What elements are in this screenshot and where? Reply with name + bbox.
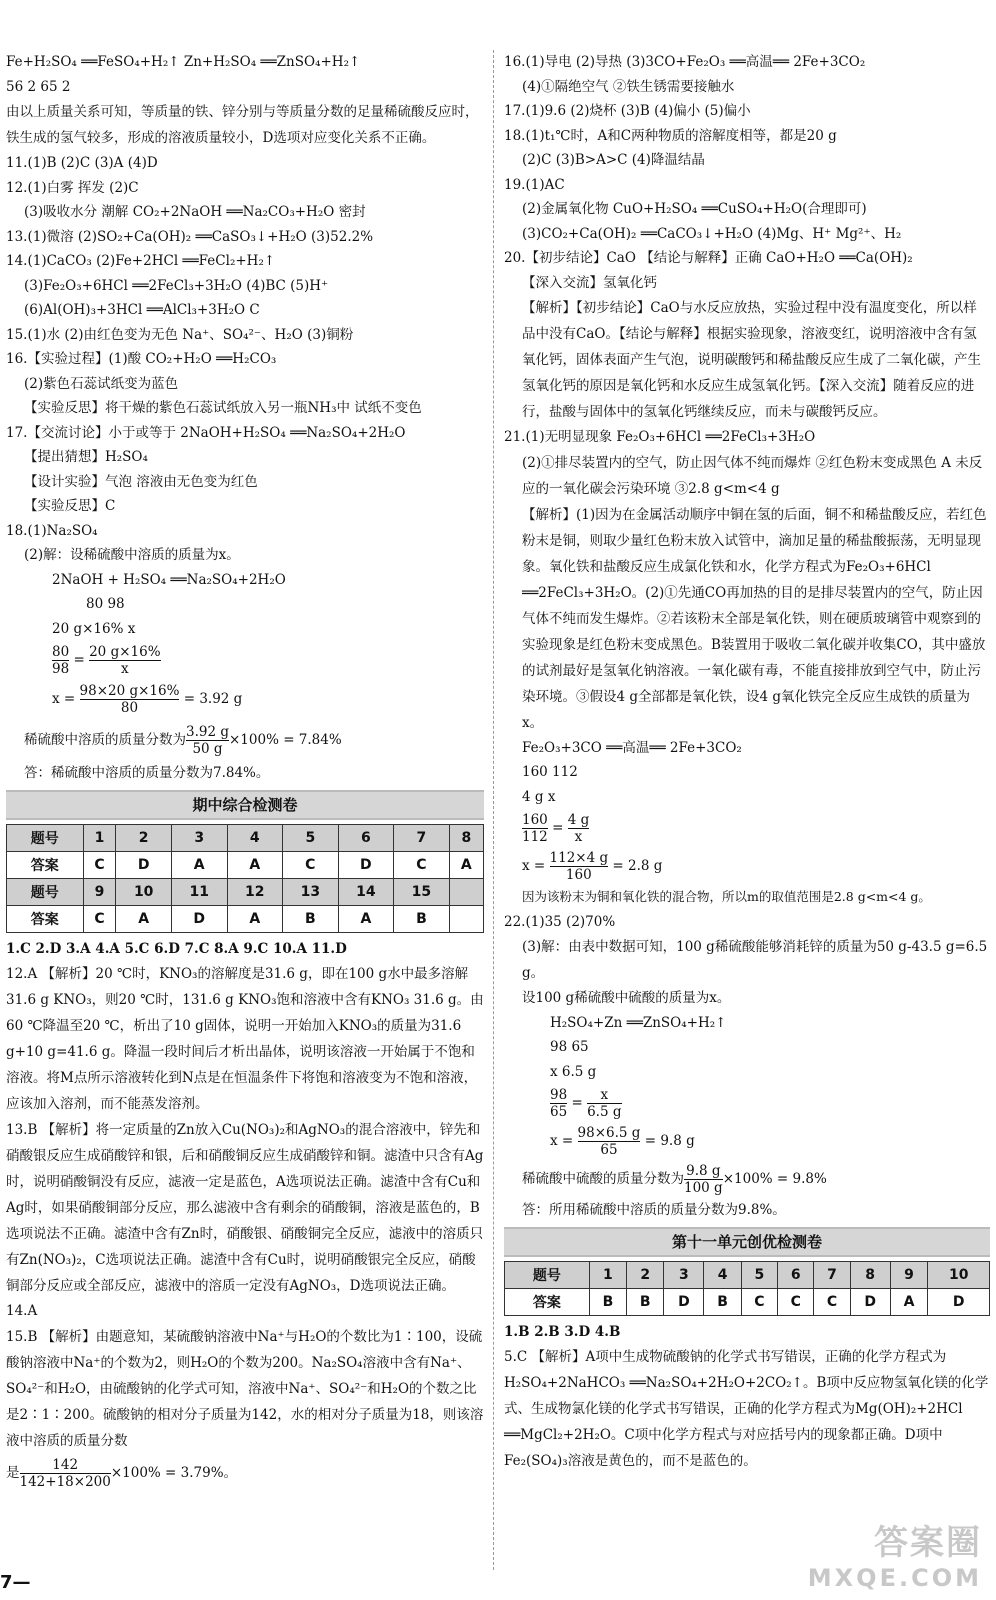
result: ×100% = 9.8% bbox=[722, 1171, 827, 1187]
answer-18-masses: 80 98 bbox=[86, 596, 125, 612]
frac-num: 160 bbox=[522, 812, 548, 828]
result: ×100% = 3.79%。 bbox=[110, 1464, 238, 1481]
frac-den: 50 g bbox=[192, 741, 223, 757]
frac-den: 6.5 g bbox=[587, 1104, 622, 1120]
solve-x-22 bbox=[504, 1122, 990, 1160]
table-header-cell: 答案 bbox=[505, 1288, 590, 1315]
answer-22b: (3)解：由表中数据可知，100 g稀硫酸能够消耗锌的质量为50 g-43.5 g=6.5 g。 bbox=[522, 939, 988, 981]
table-cell: A bbox=[338, 905, 394, 932]
answer-22-final: 答：所用稀硫酸中溶质的质量分数为9.8%。 bbox=[522, 1202, 786, 1218]
answer-16b: (2)紫色石蕊试纸变为蓝色 bbox=[24, 375, 179, 392]
answer-19c: (3)CO₂+Ca(OH)₂ ══CaCO₃↓+H₂O (4)Mg、H⁺ Mg²⁺、H₂ bbox=[522, 225, 902, 242]
answer-21a: 21.(1)无明显现象 Fe₂O₃+6HCl ══2FeCl₃+3H₂O bbox=[504, 429, 816, 445]
table-cell bbox=[449, 905, 483, 932]
answer-17: 17.(1)9.6 (2)烧杯 (3)B (4)偏小 (5)偏小 bbox=[504, 103, 751, 119]
paragraph-conclusion: 由以上质量关系可知，等质量的铁、锌分别与等质量分数的足量稀硫酸反应时，铁生成的氢气较多，形成的溶液质量较小，D选项对应变化关系不正确。 bbox=[6, 104, 479, 146]
answer-21-equation: Fe₂O₃+3CO ══高温══ 2Fe+3CO₂ bbox=[522, 739, 742, 756]
mass-fraction-15 bbox=[6, 1454, 484, 1492]
table-cell: C bbox=[778, 1288, 814, 1315]
table-header-cell: 题号 bbox=[505, 1261, 590, 1288]
table-cell: B bbox=[283, 905, 339, 932]
table-cell: D bbox=[850, 1288, 890, 1315]
table-cell: 8 bbox=[449, 824, 483, 851]
right-column bbox=[504, 50, 990, 1474]
solve-x-1 bbox=[6, 679, 484, 719]
result: = 3.92 g bbox=[183, 691, 243, 707]
page-number-text: 7 bbox=[0, 1572, 13, 1593]
equals: = bbox=[73, 652, 85, 668]
answer-20b: 【深入交流】氢氧化钙 bbox=[522, 274, 657, 291]
answer-18b: (2)C (3)B>A>C (4)降温结晶 bbox=[522, 152, 705, 168]
table-cell: 8 bbox=[850, 1261, 890, 1288]
frac-den: 80 bbox=[120, 700, 139, 716]
analysis-13: 13.B 【解析】将一定质量的Zn放入Cu(NO₃)₂和AgNO₃的混合溶液中，锌先和硝酸银反应生成硝酸锌和银，后和硝酸铜反应生成硝酸锌和铜。滤渣中只含有Ag时，说明硝酸铜没有反应，滤液一定是蓝色，A选项说法正确。滤渣中含有Cu和Ag时，如果硝酸铜部分反应，那么滤液中含有剩余的硝酸铜，溶液是蓝色的，B选项说法不正确。滤渣中含有Zn时，硝酸银、硝酸铜完全反应，滤液中的溶质只有Zn(NO₃)₂，C选项说法正确。滤渣中含有Cu时，说明硝酸银完全反应，硝酸铜部分反应或全部反应，滤液中的溶质一定没有AgNO₃，D选项说法正确。 bbox=[6, 1122, 484, 1294]
table-cell: 13 bbox=[283, 878, 339, 905]
table-cell: A bbox=[116, 905, 172, 932]
table-row bbox=[7, 851, 484, 878]
table-header-cell: 题号 bbox=[7, 878, 84, 905]
answer-table-midterm bbox=[6, 824, 484, 933]
table-cell: C bbox=[83, 851, 116, 878]
table-cell: 5 bbox=[741, 1261, 777, 1288]
answer-17c: 【设计实验】气泡 溶液由无色变为红色 bbox=[24, 473, 258, 490]
frac-num: x bbox=[587, 1087, 621, 1104]
table-header-cell: 答案 bbox=[7, 905, 84, 932]
table-cell: C bbox=[814, 1288, 850, 1315]
answer-22-equation: H₂SO₄+Zn ══ZnSO₄+H₂↑ bbox=[550, 1014, 727, 1031]
answer-14-mc: 14.A bbox=[6, 1303, 38, 1319]
frac-num: 20 g×16% bbox=[89, 644, 161, 660]
solve-x-21 bbox=[504, 847, 990, 885]
answer-14c: (6)Al(OH)₃+3HCl ══AlCl₃+3H₂O C bbox=[24, 302, 260, 318]
analysis-15: 15.B 【解析】由题意知，某硫酸钠溶液中Na⁺与H₂O的个数比为1∶100，设硫酸钠溶液中Na⁺的个数为2，则H₂O的个数为200。Na₂SO₄溶液中含有Na⁺、SO₄²⁻和H₂O，由硫酸钠的化学式可知，溶液中Na⁺、SO₄²⁻和H₂O的个数之比是2∶1∶200。硫酸钠的相对分子质量为142，水的相对分子质量为18，则该溶液中溶质的质量分数 bbox=[6, 1328, 484, 1449]
answer-15: 15.(1)水 (2)由红色变为无色 Na⁺、SO₄²⁻、H₂O (3)铜粉 bbox=[6, 326, 354, 343]
answer-21-values: 4 g x bbox=[522, 788, 556, 805]
answer-14b: (3)Fe₂O₃+6HCl ══2FeCl₃+3H₂O (4)BC (5)H⁺ bbox=[24, 277, 329, 294]
frac-den: 65 bbox=[600, 1142, 618, 1158]
table-cell: D bbox=[116, 851, 172, 878]
frac-den: 160 bbox=[565, 867, 592, 883]
answer-17b: 【提出猜想】H₂SO₄ bbox=[24, 449, 148, 465]
answer-21-range: 因为该粉末为铜和氧化铁的混合物，所以m的取值范围是2.8 g<m<4 g。 bbox=[522, 889, 931, 904]
table-cell: 4 bbox=[704, 1261, 741, 1288]
frac-num: 9.8 g bbox=[684, 1163, 723, 1180]
answer-table-unit11 bbox=[504, 1261, 990, 1316]
table-cell: 11 bbox=[171, 878, 227, 905]
table-cell: B bbox=[394, 905, 450, 932]
table-cell: D bbox=[171, 905, 227, 932]
frac-den: 112 bbox=[522, 829, 548, 845]
answer-17d: 【实验反思】C bbox=[24, 498, 116, 514]
table-cell: 14 bbox=[338, 878, 394, 905]
mass-fraction-22 bbox=[504, 1160, 990, 1198]
page-number: 7— bbox=[0, 1572, 31, 1593]
analysis-5: 5.C 【解析】A项中生成物硫酸钠的化学式书写错误，正确的化学方程式为H₂SO₄+2NaHCO₃ ══Na₂SO₄+2H₂O+2CO₂↑。B项中反应物氢氧化镁的化学式、生成物氯化镁的化学式书写错误，正确的化学方程式为Mg(OH)₂+2HCl ══MgCl₂+2H₂O。C项中化学方程式与对应括号内的现象都正确。D项中Fe₂(SO₄)₃溶液是黄色的，而不是蓝色的。 bbox=[504, 1349, 989, 1469]
answer-18-equation: 2NaOH + H₂SO₄ ══Na₂SO₄+2H₂O bbox=[52, 571, 286, 588]
table-cell: 15 bbox=[394, 878, 450, 905]
table-cell: B bbox=[627, 1288, 664, 1315]
table-cell: 6 bbox=[778, 1261, 814, 1288]
frac-num: 112×4 g bbox=[549, 850, 609, 866]
watermark-line2: MXQE.COM bbox=[807, 1564, 982, 1592]
table-cell: 2 bbox=[627, 1261, 664, 1288]
answer-16a: 16.【实验过程】(1)酸 CO₂+H₂O ══H₂CO₃ bbox=[6, 351, 277, 367]
table-cell bbox=[449, 878, 483, 905]
answer-22a: 22.(1)35 (2)70% bbox=[504, 913, 616, 930]
frac-num: 3.92 g bbox=[186, 724, 229, 740]
frac-num: 98 bbox=[550, 1087, 568, 1103]
table-cell: 1 bbox=[589, 1261, 626, 1288]
label: 是 bbox=[6, 1464, 20, 1481]
table-cell: B bbox=[589, 1288, 626, 1315]
table-cell: B bbox=[704, 1288, 741, 1315]
frac-den: 100 g bbox=[684, 1180, 723, 1196]
answer-11: 11.(1)B (2)C (3)A (4)D bbox=[6, 155, 158, 171]
answer-18-final: 答：稀硫酸中溶质的质量分数为7.84%。 bbox=[24, 765, 270, 781]
label: 稀硫酸中溶质的质量分数为 bbox=[24, 732, 186, 748]
table-cell: 6 bbox=[338, 824, 394, 851]
frac-num: 4 g bbox=[567, 812, 590, 828]
table-cell: A bbox=[449, 851, 483, 878]
answer-18b: (2)解：设稀硫酸中溶质的质量为x。 bbox=[24, 547, 240, 563]
x-label: x = bbox=[522, 858, 546, 874]
table-row bbox=[505, 1261, 990, 1288]
section-banner-midterm: 期中综合检测卷 bbox=[6, 790, 484, 820]
table-cell: 7 bbox=[394, 824, 450, 851]
answer-16b: (4)①隔绝空气 ②铁生锈需要接触水 bbox=[522, 78, 735, 95]
table-cell: D bbox=[928, 1288, 990, 1315]
table-cell: 5 bbox=[283, 824, 339, 851]
analysis-20: 【解析】【初步结论】CaO与水反应放热，实验过程中没有温度变化，所以样品中没有CaO。【结论与解释】根据实验现象，溶液变红，说明溶液中含有氢氧化钙，固体表面产生气泡，说明碳酸钙和稀盐酸反应生成了二氧化碳，产生氢氧化钙的原因是氧化钙和水反应生成氢氧化钙。【深入交流】随着反应的进行，盐酸与固体中的氢氧化钙继续反应，而未与碳酸钙反应。 bbox=[522, 300, 981, 420]
answer-18a: 18.(1)t₁℃时，A和C两种物质的溶解度相等，都是20 g bbox=[504, 127, 837, 144]
equals: = bbox=[571, 1095, 583, 1111]
table-cell: A bbox=[890, 1288, 928, 1315]
mass-ratios: 56 2 65 2 bbox=[6, 78, 71, 95]
left-column bbox=[6, 50, 484, 1492]
frac-num: 80 bbox=[52, 644, 70, 660]
section-banner-unit11: 第十一单元创优检测卷 bbox=[504, 1227, 990, 1257]
frac-num: 142 bbox=[20, 1457, 111, 1474]
frac-num: 98×6.5 g bbox=[577, 1125, 641, 1141]
table-cell: 9 bbox=[83, 878, 116, 905]
frac-num: 98×20 g×16% bbox=[79, 683, 180, 699]
frac-den: 98 bbox=[52, 661, 70, 677]
answer-17a: 17.【交流讨论】小于或等于 2NaOH+H₂SO₄ ══Na₂SO₄+2H₂O bbox=[6, 424, 406, 441]
table-cell: D bbox=[664, 1288, 704, 1315]
result: = 2.8 g bbox=[612, 858, 663, 874]
proportion-1 bbox=[6, 641, 484, 679]
answer-12a: 12.(1)白雾 挥发 (2)C bbox=[6, 179, 139, 196]
answer-19b: (2)金属氧化物 CuO+H₂SO₄ ══CuSO₄+H₂O(合理即可) bbox=[522, 201, 867, 217]
watermark-line1: 答案圈 bbox=[874, 1523, 982, 1563]
equals: = bbox=[552, 820, 564, 836]
table-cell: 9 bbox=[890, 1261, 928, 1288]
answer-16c: 【实验反思】将干燥的紫色石蕊试纸放入另一瓶NH₃中 试纸不变色 bbox=[24, 400, 422, 416]
equation-fe-zn: Fe+H₂SO₄ ══FeSO₄+H₂↑ Zn+H₂SO₄ ══ZnSO₄+H₂↑ bbox=[6, 54, 361, 70]
table-row bbox=[7, 878, 484, 905]
table-cell: 12 bbox=[227, 878, 283, 905]
table-cell: D bbox=[338, 851, 394, 878]
x-label: x = bbox=[52, 691, 76, 707]
x-label: x = bbox=[550, 1133, 574, 1149]
answer-22c: 设100 g稀硫酸中硫酸的质量为x。 bbox=[522, 990, 731, 1006]
frac-den: x bbox=[574, 829, 583, 845]
mass-fraction-1 bbox=[6, 719, 484, 761]
table-cell: A bbox=[227, 905, 283, 932]
table-cell: 10 bbox=[116, 878, 172, 905]
answer-21b: (2)①排尽装置内的空气，防止因气体不纯而爆炸 ②红色粉末变成黑色 A 未反应的一氧化碳会污染环境 ③2.8 g<m<4 g bbox=[522, 454, 983, 497]
answer-22-values: x 6.5 g bbox=[550, 1063, 597, 1080]
frac-den: 65 bbox=[550, 1104, 568, 1120]
answer-21-masses: 160 112 bbox=[522, 764, 578, 780]
table-cell: C bbox=[83, 905, 116, 932]
table-cell: 1 bbox=[83, 824, 116, 851]
answer-22-masses: 98 65 bbox=[550, 1039, 589, 1055]
table-header-cell: 答案 bbox=[7, 851, 84, 878]
table-cell: 7 bbox=[814, 1261, 850, 1288]
table-cell: 3 bbox=[664, 1261, 704, 1288]
frac-den: x bbox=[121, 661, 129, 677]
result: ×100% = 7.84% bbox=[229, 732, 342, 748]
table-cell: 2 bbox=[116, 824, 172, 851]
table-header-cell: 题号 bbox=[7, 824, 84, 851]
multiple-choice-answers: 1.C 2.D 3.A 4.A 5.C 6.D 7.C 8.A 9.C 10.A 11.D bbox=[6, 940, 347, 957]
label: 稀硫酸中硫酸的质量分数为 bbox=[522, 1171, 684, 1187]
answer-12b: (3)吸收水分 潮解 CO₂+2NaOH ══Na₂CO₃+H₂O 密封 bbox=[24, 204, 366, 220]
multiple-choice-answers: 1.B 2.B 3.D 4.B bbox=[504, 1323, 621, 1340]
answer-13: 13.(1)微溶 (2)SO₂+Ca(OH)₂ ══CaSO₃↓+H₂O (3)52.2% bbox=[6, 228, 374, 245]
answer-18-values: 20 g×16% x bbox=[52, 620, 136, 637]
table-cell: A bbox=[171, 851, 227, 878]
answer-18a: 18.(1)Na₂SO₄ bbox=[6, 522, 98, 539]
answer-19a: 19.(1)AC bbox=[504, 176, 565, 193]
table-row bbox=[505, 1288, 990, 1315]
table-cell: C bbox=[741, 1288, 777, 1315]
proportion-21 bbox=[504, 809, 990, 847]
frac-den: 142+18×200 bbox=[19, 1473, 111, 1490]
answer-20a: 20.【初步结论】CaO 【结论与解释】正确 CaO+H₂O ══Ca(OH)₂ bbox=[504, 250, 913, 266]
table-cell: 10 bbox=[928, 1261, 990, 1288]
watermark bbox=[808, 1515, 982, 1592]
table-cell: C bbox=[394, 851, 450, 878]
result: = 9.8 g bbox=[644, 1133, 695, 1149]
table-row bbox=[7, 905, 484, 932]
table-cell: 3 bbox=[171, 824, 227, 851]
table-cell: 4 bbox=[227, 824, 283, 851]
analysis-12: 12.A 【解析】20 ℃时，KNO₃的溶解度是31.6 g，即在100 g水中最多溶解31.6 g KNO₃，则20 ℃时，131.6 g KNO₃饱和溶液中含有KNO₃ 31.6 g。由60 ℃降温至20 ℃，析出了10 g固体，说明一开始加入KNO₃的质量为31.6 g+10 g=41.6 g。降温一段时间后才析出晶体，说明该溶液一开始属于不饱和溶液。将M点所示溶液转化到N点是在恒温条件下将饱和溶液变为不饱和溶液，应该加入溶剂，而不能蒸发溶剂。 bbox=[6, 966, 484, 1112]
proportion-22 bbox=[504, 1084, 990, 1122]
answer-16a: 16.(1)导电 (2)导热 (3)3CO+Fe₂O₃ ══高温══ 2Fe+3CO₂ bbox=[504, 54, 866, 70]
analysis-21: 【解析】(1)因为在金属活动顺序中铜在氢的后面，铜不和稀盐酸反应，若红色粉末是铜，则取少量红色粉末放入试管中，滴加足量的稀盐酸振荡，无明显现象。氧化铁和盐酸反应生成氯化铁和水，化学方程式为Fe₂O₃+6HCl ══2FeCl₃+3H₂O。(2)①先通CO再加热的目的是排尽装置内的空气，防止因气体不纯而发生爆炸。②若该粉末全部是氧化铁，则在硬质玻璃管中观察到的实验现象是红色粉末变成黑色。B装置用于吸收二氧化碳并收集CO，其中盛放的试剂最好是氢氧化钠溶液。一氧化碳有毒，不能直接排放到空气中，防止污染环境。③假设4 g全部都是氧化铁，设4 g氧化铁完全反应生成铁的质量为x。 bbox=[522, 506, 987, 731]
table-cell: A bbox=[227, 851, 283, 878]
table-row bbox=[7, 824, 484, 851]
table-cell: C bbox=[283, 851, 339, 878]
column-divider bbox=[493, 50, 494, 1570]
answer-14a: 14.(1)CaCO₃ (2)Fe+2HCl ══FeCl₂+H₂↑ bbox=[6, 253, 276, 269]
